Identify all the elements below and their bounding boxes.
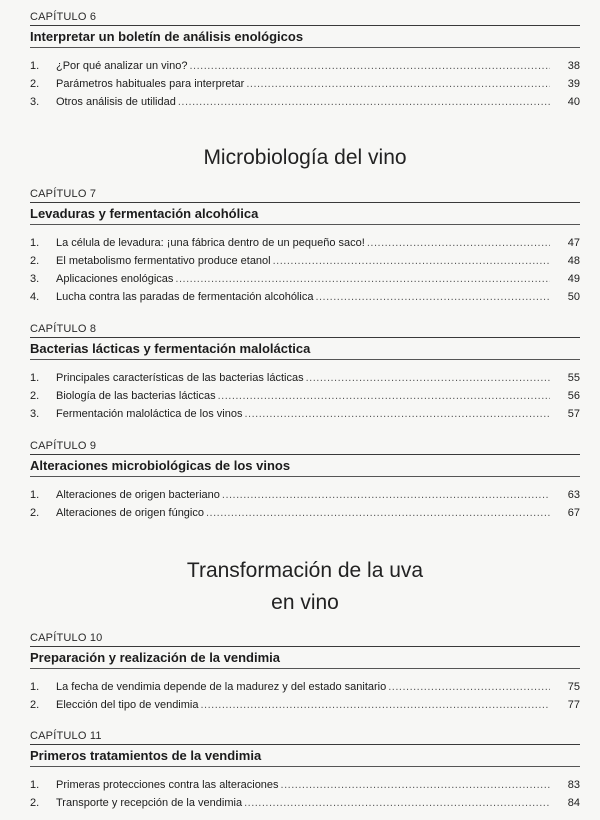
entry-page: 48 <box>567 255 580 267</box>
title-rule <box>30 47 580 48</box>
entry-page: 77 <box>567 699 580 711</box>
toc-entry[interactable] <box>30 57 580 75</box>
chapter-7 <box>30 188 580 306</box>
entry-title: Parámetros habituales para interpretar <box>56 78 245 90</box>
entry-page: 47 <box>567 237 580 249</box>
chapter-8 <box>30 323 580 423</box>
toc-entry[interactable] <box>30 270 580 288</box>
dot-leader <box>281 776 550 794</box>
chapter-9 <box>30 440 580 522</box>
chapter-label: CAPÍTULO 8 <box>30 323 97 335</box>
entry-list <box>30 776 580 812</box>
entry-page: 39 <box>567 78 580 90</box>
entry-number: 2. <box>30 390 40 402</box>
chapter-rule <box>30 25 580 26</box>
entry-number: 4. <box>30 291 40 303</box>
chapter-rule <box>30 744 580 745</box>
entry-title: Aplicaciones enológicas <box>56 273 174 285</box>
entry-title: Primeras protecciones contra las alteraciones <box>56 779 279 791</box>
entry-page: 57 <box>567 408 580 420</box>
dot-leader <box>388 678 550 696</box>
entry-number: 2. <box>30 699 40 711</box>
chapter-rule <box>30 646 580 647</box>
entry-number: 2. <box>30 507 40 519</box>
entry-title: Alteraciones de origen fúngico <box>56 507 204 519</box>
entry-list <box>30 369 580 423</box>
chapter-title: Bacterias lácticas y fermentación maloláctica <box>30 341 311 356</box>
entry-number: 1. <box>30 681 40 693</box>
entry-page: 84 <box>567 797 580 809</box>
entry-page: 49 <box>567 273 580 285</box>
entry-title: El metabolismo fermentativo produce etanol <box>56 255 271 267</box>
dot-leader <box>244 405 550 423</box>
toc-entry[interactable] <box>30 75 580 93</box>
entry-number: 2. <box>30 78 40 90</box>
entry-number: 1. <box>30 489 40 501</box>
entry-page: 50 <box>567 291 580 303</box>
toc-entry[interactable] <box>30 387 580 405</box>
entry-number: 2. <box>30 255 40 267</box>
toc-entry[interactable] <box>30 93 580 111</box>
title-rule <box>30 766 580 767</box>
dot-leader <box>306 369 550 387</box>
chapter-title: Alteraciones microbiológicas de los vinos <box>30 458 291 473</box>
toc-entry[interactable] <box>30 405 580 423</box>
dot-leader <box>200 696 550 714</box>
toc-entry[interactable] <box>30 234 580 252</box>
chapter-label: CAPÍTULO 11 <box>30 730 102 742</box>
title-rule <box>30 224 580 225</box>
chapter-label: CAPÍTULO 7 <box>30 188 97 200</box>
dot-leader <box>246 75 550 93</box>
entry-title: Alteraciones de origen bacteriano <box>56 489 220 501</box>
title-rule <box>30 476 580 477</box>
toc-entry[interactable] <box>30 678 580 696</box>
entry-title: Lucha contra las paradas de fermentación alcohólica <box>56 291 314 303</box>
chapter-rule <box>30 454 580 455</box>
dot-leader <box>315 288 550 306</box>
dot-leader <box>175 270 550 288</box>
entry-number: 3. <box>30 408 40 420</box>
entry-page: 40 <box>567 96 580 108</box>
toc-entry[interactable] <box>30 776 580 794</box>
entry-page: 55 <box>567 372 580 384</box>
entry-page: 38 <box>567 60 580 72</box>
dot-leader <box>367 234 550 252</box>
entry-title: La fecha de vendimia depende de la madurez y del estado sanitario <box>56 681 387 693</box>
toc-entry[interactable] <box>30 504 580 522</box>
entry-number: 2. <box>30 797 40 809</box>
chapter-11 <box>30 730 580 812</box>
chapter-title: Primeros tratamientos de la vendimia <box>30 748 262 763</box>
chapter-10 <box>30 632 580 714</box>
entry-title: Fermentación maloláctica de los vinos <box>56 408 243 420</box>
entry-number: 1. <box>30 60 40 72</box>
entry-page: 75 <box>567 681 580 693</box>
entry-page: 63 <box>567 489 580 501</box>
section-heading-line: Microbiología del vino <box>203 146 407 169</box>
chapter-rule <box>30 202 580 203</box>
dot-leader <box>218 387 550 405</box>
entry-number: 1. <box>30 372 40 384</box>
dot-leader <box>222 486 550 504</box>
title-rule <box>30 359 580 360</box>
toc-entry[interactable] <box>30 486 580 504</box>
entry-page: 67 <box>567 507 580 519</box>
entry-list <box>30 678 580 714</box>
toc-entry[interactable] <box>30 794 580 812</box>
entry-title: Transporte y recepción de la vendimia <box>56 797 243 809</box>
chapter-rule <box>30 337 580 338</box>
title-rule <box>30 668 580 669</box>
entry-number: 1. <box>30 779 40 791</box>
chapter-label: CAPÍTULO 10 <box>30 632 103 644</box>
chapter-title: Preparación y realización de la vendimia <box>30 650 280 665</box>
chapter-title: Levaduras y fermentación alcohólica <box>30 206 259 221</box>
dot-leader <box>244 794 550 812</box>
chapter-label: CAPÍTULO 6 <box>30 11 97 23</box>
toc-entry[interactable] <box>30 288 580 306</box>
entry-title: Elección del tipo de vendimia <box>56 699 199 711</box>
entry-list <box>30 486 580 522</box>
entry-list <box>30 57 580 111</box>
entry-title: Otros análisis de utilidad <box>56 96 176 108</box>
section-heading <box>30 558 580 616</box>
entry-number: 3. <box>30 96 40 108</box>
section-heading-line: en vino <box>271 591 339 614</box>
entry-title: ¿Por qué analizar un vino? <box>56 60 188 72</box>
entry-title: La célula de levadura: ¡una fábrica dentro de un pequeño saco! <box>56 237 365 249</box>
dot-leader <box>206 504 550 522</box>
dot-leader <box>178 93 550 111</box>
chapter-6 <box>30 11 580 111</box>
dot-leader <box>189 57 550 75</box>
entry-page: 56 <box>567 390 580 402</box>
entry-page: 83 <box>567 779 580 791</box>
dot-leader <box>273 252 550 270</box>
chapter-label: CAPÍTULO 9 <box>30 440 97 452</box>
toc-entry[interactable] <box>30 369 580 387</box>
entry-title: Biología de las bacterias lácticas <box>56 390 216 402</box>
section-heading <box>30 145 580 171</box>
toc-entry[interactable] <box>30 252 580 270</box>
entry-number: 1. <box>30 237 40 249</box>
entry-list <box>30 234 580 306</box>
chapter-title: Interpretar un boletín de análisis enológicos <box>30 29 304 44</box>
toc-entry[interactable] <box>30 696 580 714</box>
section-heading-line: Transformación de la uva <box>186 559 424 582</box>
entry-title: Principales características de las bacterias lácticas <box>56 372 304 384</box>
entry-number: 3. <box>30 273 40 285</box>
